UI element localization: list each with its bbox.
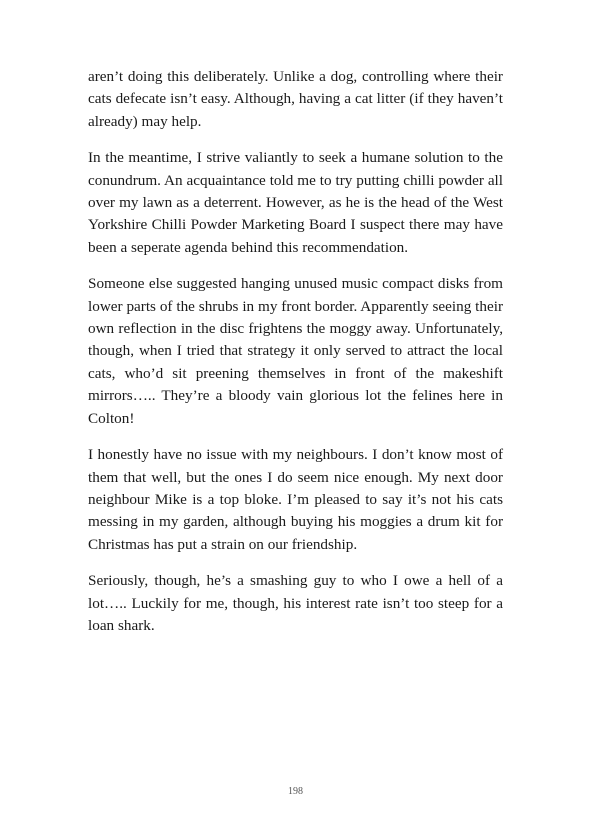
paragraph-1: aren’t doing this deliberately. Unlike a dog, controlling where their cats defecate isn’t easy. Although, having a cat litter (if they haven’t already) may help. [88, 68, 503, 130]
page-number: 198 [288, 786, 303, 797]
paragraph-4: I honestly have no issue with my neighbours. I don’t know most of them that well, but the ones I do seem nice enough. My next door neighbour Mike is a top bloke. I’m pleased to say it’s not his cats messing in my garden, although buying his moggies a drum kit for Christmas has put a strain on our friendship. [88, 446, 503, 553]
page-body [88, 66, 503, 651]
paragraph-3: Someone else suggested hanging unused music compact disks from lower parts of the shrubs in my front border. Apparently seeing their own reflection in the disc frightens the moggy away. Unfortunately, though, when I tried that strategy it only served to attract the local cats, who’d sit preening themselves in front of the makeshift mirrors….. They’re a bloody vain glorious lot the felines here in Colton! [88, 275, 503, 427]
paragraph-5: Seriously, though, he’s a smashing guy to who I owe a hell of a lot….. Luckily for me, though, his interest rate isn’t too steep for a loan shark. [88, 572, 503, 634]
paragraph-2: In the meantime, I strive valiantly to seek a humane solution to the conundrum. An acquaintance told me to try putting chilli powder all over my lawn as a deterrent. However, as he is the head of the West Yorkshire Chilli Powder Marketing Board I suspect there may have been a seperate agenda behind this recommendation. [88, 149, 503, 256]
